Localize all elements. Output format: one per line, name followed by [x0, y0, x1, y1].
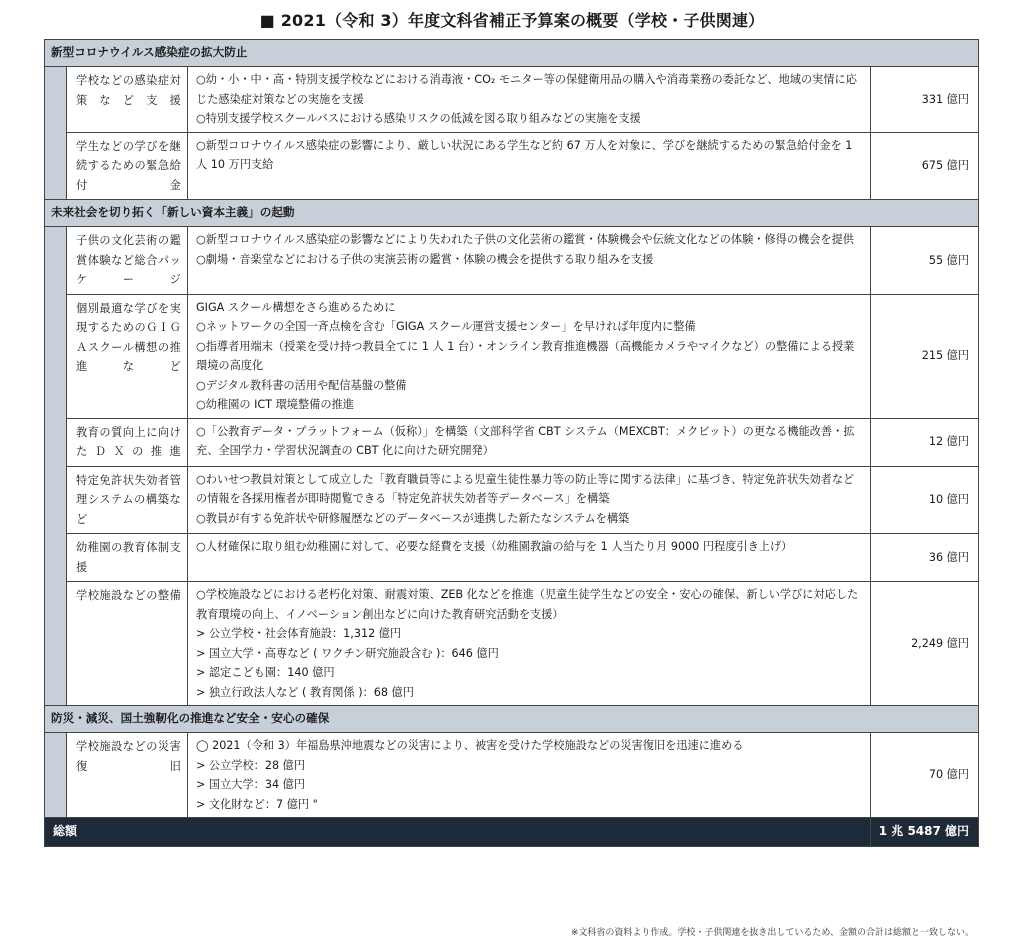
description-line: ○デジタル教科書の活用や配信基盤の整備 [196, 378, 407, 392]
description-line: ○幼稚園の ICT 環境整備の推進 [196, 398, 354, 411]
description-line: > 認定こども園：140 億円 [196, 666, 335, 679]
table-row [45, 733, 979, 818]
description-line: ○指導者用端末（授業を受け持つ教員全てに 1 人 1 台）・オンライン教育推進機器（高機能カメラやマイクなど）の整備による授業環境の高度化 [196, 339, 855, 372]
item-amount: 215 億円 [871, 294, 979, 418]
item-name: 学校などの感染症対策など支援 [67, 67, 188, 133]
item-description [188, 132, 871, 200]
item-description [188, 733, 871, 818]
item-amount: 10 億円 [871, 466, 979, 534]
item-name: 幼稚園の教育体制支援 [67, 534, 188, 582]
description-line: ○幼・小・中・高・特別支援学校などにおける消毒液・CO₂ モニター等の保健衛用品の購入や消毒業務の委託など、地域の実情に応じた感染症対策などの実施を支援 [196, 73, 857, 106]
section-indent-cell [45, 466, 67, 534]
item-description [188, 466, 871, 534]
item-amount: 2,249 億円 [871, 582, 979, 706]
description-line: > 独立行政法人など ( 教育関係 )：68 億円 [196, 685, 414, 699]
section-indent-cell [45, 132, 67, 200]
section-indent-cell [45, 582, 67, 706]
item-description [188, 294, 871, 418]
item-description [188, 418, 871, 466]
description-line: GIGA スクール構想をさら進めるために [196, 300, 396, 314]
item-description [188, 534, 871, 582]
item-amount: 331 億円 [871, 67, 979, 133]
section-indent-cell [45, 67, 67, 133]
section-header-row [45, 40, 979, 67]
description-line: > 公立学校：28 億円 [196, 758, 306, 772]
table-row [45, 132, 979, 200]
section-indent-cell [45, 294, 67, 418]
table-row [45, 418, 979, 466]
table-row [45, 67, 979, 133]
total-row [45, 818, 979, 847]
page-title: ■ 2021（令和 3）年度文科省補正予算案の概要（学校・子供関連） [259, 11, 765, 30]
item-name: 学校施設などの整備 [67, 582, 188, 706]
total-label: 総額 [45, 818, 871, 847]
description-line: ○新型コロナウイルス感染症の影響などにより失われた子供の文化芸術の鑑賞・体験機会や伝統文化などの体験・修得の機会を提供 [196, 233, 854, 246]
section-heading: 未来社会を切り拓く「新しい資本主義」の起動 [45, 200, 979, 227]
description-line: ◯ 2021（令和 3）年福島県沖地震などの災害により、被害を受けた学校施設などの災害復旧を迅速に進める [196, 739, 744, 752]
item-name: 教育の質向上に向けたＤＸの推進 [67, 418, 188, 466]
section-indent-cell [45, 733, 67, 818]
item-amount: 12 億円 [871, 418, 979, 466]
table-row [45, 466, 979, 534]
section-header-row [45, 706, 979, 733]
table-row [45, 534, 979, 582]
section-indent-cell [45, 418, 67, 466]
description-line: ○「公教育データ・プラットフォーム（仮称）」を構築（文部科学省 CBT システム（MEXCBT：メクビット）の更なる機能改善・拡充、全国学力・学習状況調査の CBT 化に向けた研究開発） [196, 424, 855, 457]
description-line: ○ネットワークの全国一斉点検を含む「GIGA スクール運営支援センター」を早ければ年度内に整備 [196, 320, 696, 333]
item-amount: 36 億円 [871, 534, 979, 582]
item-description [188, 67, 871, 133]
item-amount: 55 億円 [871, 227, 979, 295]
table-row [45, 582, 979, 706]
section-indent-cell [45, 227, 67, 295]
description-line: > 公立学校・社会体育施設：1,312 億円 [196, 627, 402, 640]
item-amount: 70 億円 [871, 733, 979, 818]
section-heading: 新型コロナウイルス感染症の拡大防止 [45, 40, 979, 67]
item-description [188, 582, 871, 706]
item-name: 学生などの学びを継続するための緊急給付金 [67, 132, 188, 200]
item-name: 学校施設などの災害復旧 [67, 733, 188, 818]
description-line: ○新型コロナウイルス感染症の影響により、厳しい状況にある学生など約 67 万人を対象に、学びを継続するための緊急給付金を 1 人 10 万円支給 [196, 138, 853, 171]
description-line: ○学校施設などにおける老朽化対策、耐震対策、ZEB 化などを推進（児童生徒学生などの安全・安心の確保、新しい学びに対応した教育環境の向上、イノベーション創出などに向けた教育研究活動を支援） [196, 588, 859, 621]
section-heading: 防災・減災、国土強靭化の推進など安全・安心の確保 [45, 706, 979, 733]
description-line: > 国立大学・高専など ( ワクチン研究施設含む )：646 億円 [196, 646, 499, 660]
item-name: 特定免許状失効者管理システムの構築など [67, 466, 188, 534]
item-amount: 675 億円 [871, 132, 979, 200]
item-description [188, 227, 871, 295]
description-line: ○わいせつ教員対策として成立した「教育職員等による児童生徒性暴力等の防止等に関する法律」に基づき、特定免許状失効者などの情報を各採用権者が即時閲覧できる「特定免許状失効者等データベース」を構築 [196, 472, 855, 505]
table-row [45, 227, 979, 295]
description-line: ○劇場・音楽堂などにおける子供の実演芸術の鑑賞・体験の機会を提供する取り組みを支援 [196, 252, 654, 266]
total-amount: 1 兆 5487 億円 [871, 818, 979, 847]
item-name: 個別最適な学びを実現するためのＧＩＧＡスクール構想の推進など [67, 294, 188, 418]
description-line: ○教員が有する免許状や研修履歴などのデータベースが連携した新たなシステムを構築 [196, 511, 630, 525]
item-name: 子供の文化芸術の鑑賞体験など総合パッケージ [67, 227, 188, 295]
description-line: > 文化財など：7 億円 " [196, 797, 318, 811]
budget-table [44, 39, 979, 847]
table-row [45, 294, 979, 418]
description-line: ○特別支援学校スクールバスにおける感染リスクの低減を図る取り組みなどの実施を支援 [196, 112, 641, 125]
description-line: > 国立大学：34 億円 [196, 778, 306, 791]
budget-table-body [45, 40, 979, 847]
description-line: ○人材確保に取り組む幼稚園に対して、必要な経費を支援（幼稚園教諭の給与を 1 人当たり月 9000 円程度引き上げ） [196, 540, 793, 553]
source-note: ※文科省の資料より作成。学校・子供関連を抜き出しているため、金額の合計は総額と一致しない。 [570, 928, 974, 938]
section-header-row [45, 200, 979, 227]
section-indent-cell [45, 534, 67, 582]
